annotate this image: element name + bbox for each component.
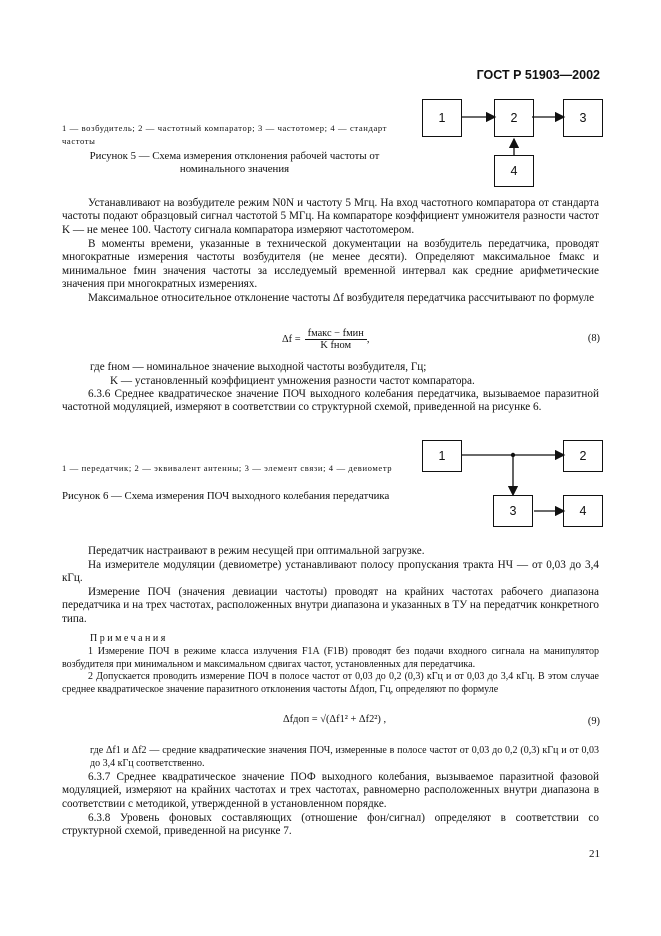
where8-text1: — номинальное значение выходной частоты возбудителя, Гц; (132, 361, 427, 373)
fig6-box-4: 4 (563, 495, 603, 527)
formula9-number: (9) (587, 716, 600, 727)
formula8-number: (8) (587, 333, 600, 344)
figure6-caption: Рисунок 6 — Схема измерения ПОЧ выходного колебания передатчика (62, 490, 390, 502)
where8-symbol1: где fном (90, 361, 130, 373)
paragraph-6-3-7: 6.3.7 Среднее квадратическое значение ПОФ выходного колебания, вызываемое паразитной фазовой модуляцией, измеряют на крайних частотах и трех частотах, равномерно расположенных внутри диапазона в соответствии с методикой, утвержденной в установленном порядке. (62, 771, 599, 810)
formula8-lhs: Δf = (282, 333, 301, 345)
paragraph-6-3-6: 6.3.6 Среднее квадратическое значение ПОЧ выходного колебания передатчика, вызываемое паразитной частотной модуляцией, измеряют в соответствии со структурной схемой, приведенной на рисунке 6. (62, 388, 599, 414)
formula8-denominator: K fном (320, 339, 352, 351)
formula9-lhs: Δfдоп = (283, 714, 318, 725)
where9: где Δf1 и Δf2 — средние квадратические значения ПОЧ, измеренные в полосе частот от 0,03 до 0,2 (0,3) кГц и от 0,03 до 3,4 кГц соответственно. (90, 745, 599, 769)
where8-line2 (110, 375, 600, 388)
paragraph-3: Максимальное относительное отклонение частоты Δf возбудителя передатчика рассчитывают по формуле (88, 292, 595, 304)
note-1: 1 Измерение ПОЧ в режиме класса излучения F1A (F1B) проводят без подачи входного сигнала на манипулятор возбудителя при минимальном и максимальном сдвигах частот, установленных для передатчика. (62, 646, 599, 670)
where8-text2: — установленный коэффициент умножения разности частот компаратора. (120, 375, 475, 387)
paragraph-2: В моменты времени, указанные в технической документации на возбудитель передатчика, проводят многократные измерения частоты возбудителя (не менее десяти). Определяют максимальное fмакс и минимальное fмин значения частоты за исследуемый временной интервал как средние арифметические значения при многократных измерениях. (62, 238, 599, 291)
fig5-box-4: 4 (494, 155, 534, 187)
fig6-box-1: 1 (422, 440, 462, 472)
formula9-rhs: √(Δf1² + Δf2²) (320, 714, 381, 725)
notes-title: Примечания (90, 633, 168, 644)
paragraph-5: На измерителе модуляции (девиометре) устанавливают полосу пропускания тракта НЧ — от 0,03 до 3,4 кГц. (62, 559, 599, 585)
paragraph-6-3-8: 6.3.8 Уровень фоновых составляющих (отношение фон/сигнал) определяют в соответствии со структурной схемой, приведенной на рисунке 7. (62, 812, 599, 838)
formula-9 (283, 714, 483, 725)
where8-symbol2: K (110, 375, 119, 387)
figure5-caption: Рисунок 5 — Схема измерения отклонения рабочей частоты от номинального значения (89, 150, 380, 175)
fig6-box-3: 3 (493, 495, 533, 527)
fig5-box-3: 3 (563, 99, 603, 137)
formula8-tail: , (366, 333, 370, 345)
figure6-legend: 1 — передатчик; 2 — эквивалент антенны; 3 — элемент связи; 4 — девиометр (62, 463, 393, 473)
formula9-tail: , (383, 714, 387, 725)
page-number: 21 (589, 848, 600, 860)
fig6-box-2: 2 (563, 440, 603, 472)
fig5-box-1: 1 (422, 99, 462, 137)
where8-line1 (90, 361, 600, 374)
fig5-box-2: 2 (494, 99, 534, 137)
formula-8 (282, 324, 482, 354)
paragraph-4: Передатчик настраивают в режим несущей при оптимальной загрузке. (88, 545, 425, 557)
figure5-legend: 1 — возбудитель; 2 — частотный компаратор; 3 — частотомер; 4 — стандарт частоты (62, 123, 388, 146)
note-2: 2 Допускается проводить измерение ПОЧ в полосе частот от 0,03 до 0,2 (0,3) кГц и от 0,03 до 3,4 кГц. В этом случае среднее квадратическое значение паразитного отклонения частоты Δfдоп, Гц, определяют по формуле (62, 671, 599, 695)
paragraph-1: Устанавливают на возбудителе режим N0N и частоту 5 Мгц. На вход частотного компаратора от стандарта частоты подают образцовый сигнал частотой 5 МГц. На компараторе коэффициент умножителя разности частот K — не менее 100. Частоту сигнала компаратора измеряют частотомером. (62, 197, 599, 236)
paragraph-6: Измерение ПОЧ (значения девиации частоты) проводят на крайних частотах рабочего диапазона передатчика и на трех частотах, расположенных внутри диапазона и указанных в ТУ на передатчик конкретного типа. (62, 586, 599, 625)
formula8-numerator: fмакс − fмин (305, 328, 367, 340)
standard-header: ГОСТ Р 51903—2002 (476, 68, 600, 82)
